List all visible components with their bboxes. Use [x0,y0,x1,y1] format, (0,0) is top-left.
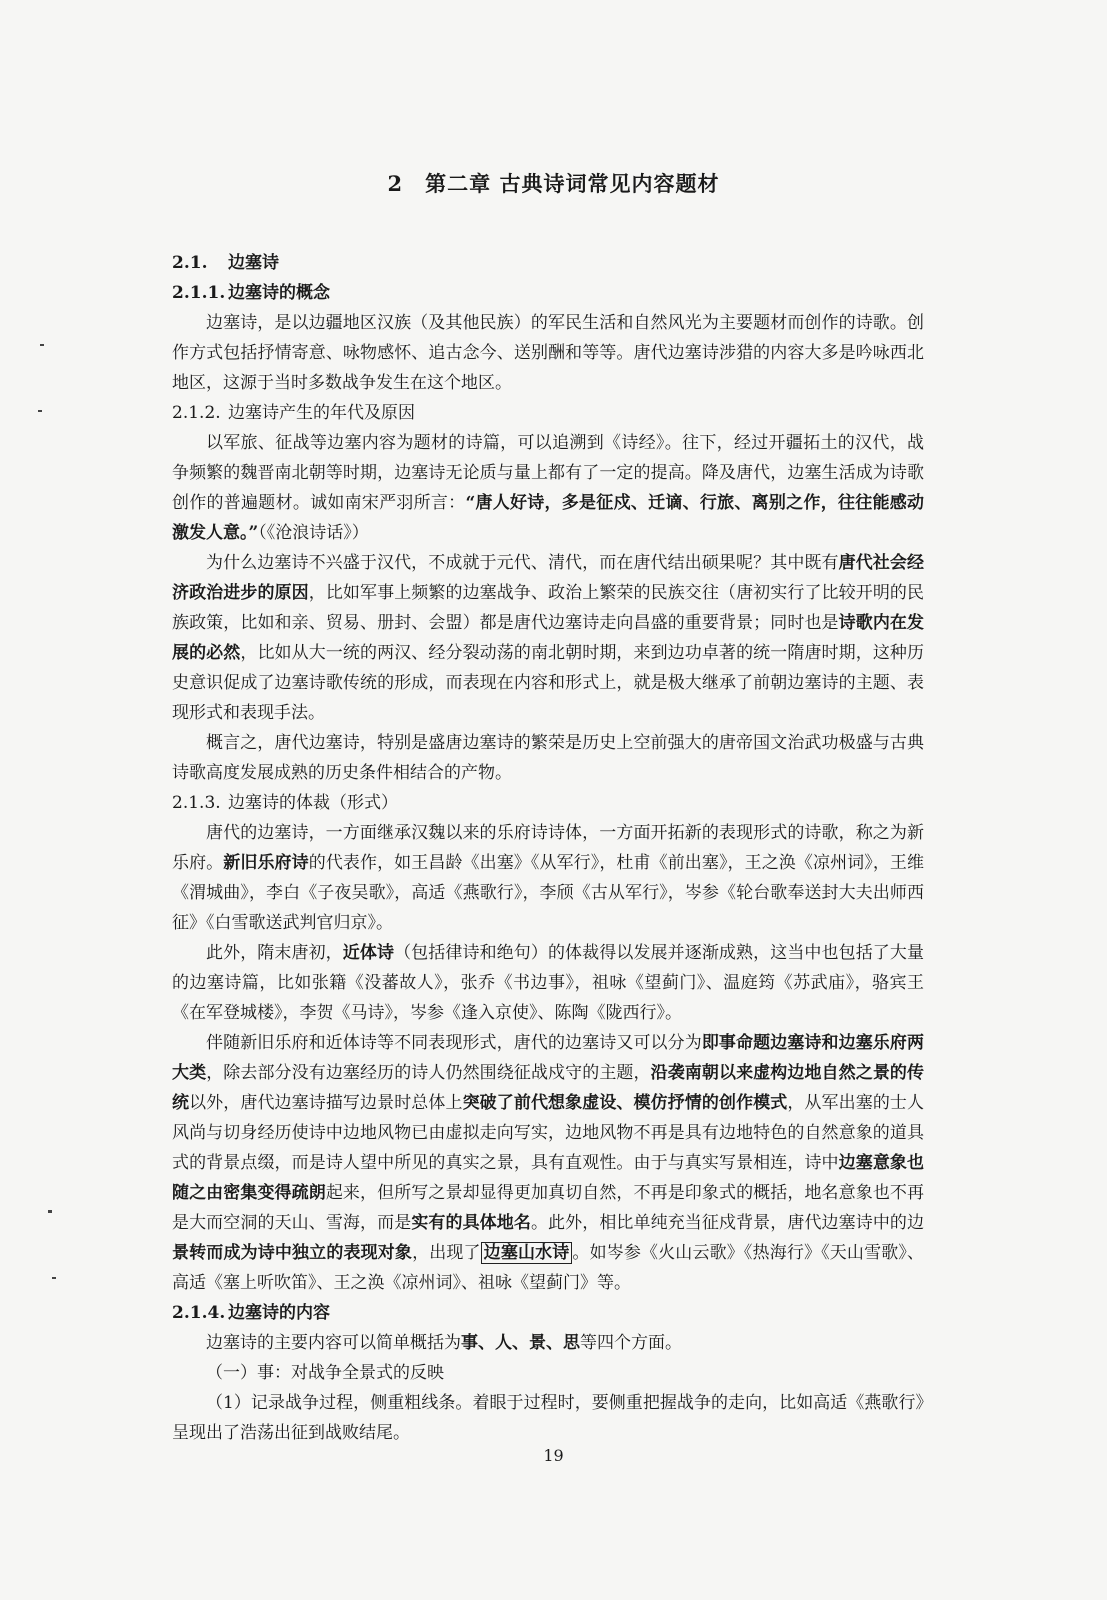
paragraph-categories [172,1028,924,1298]
paragraph-concept: 边塞诗，是以边疆地区汉族（及其他民族）的军民生活和自然风光为主要题材而创作的诗歌。创作方式包括抒情寄意、咏物感怀、追古念今、送别酬和等等。唐代边塞诗涉猎的内容大多是吟咏西北地区，这源于当时多数战争发生在这个地区。 [172,313,924,393]
emphasis: 新旧乐府诗 [223,853,309,873]
emphasis: 近体诗 [342,943,395,963]
body-content [172,248,924,1448]
scan-mark [52,1277,56,1279]
emphasis: 突破了前代想象虚设、模仿抒情的创作模式 [462,1093,788,1113]
section-title: 边塞诗的内容 [228,1303,330,1323]
chapter-title [0,168,1107,198]
paragraph-jinti [172,938,924,1028]
paragraph-war-process: （1）记录战争过程，侧重粗线条。着眼于过程时，要侧重把握战争的走向，比如高适《燕歌行》呈现出了浩荡出征到战败结尾。 [172,1393,924,1443]
text-run: ，出现了 [412,1243,481,1263]
paragraph-origin [172,428,924,548]
scan-mark [38,410,42,412]
paragraph-reasons [172,548,924,728]
section-heading-2-1-3 [172,788,924,818]
section-title: 边塞诗产生的年代及原因 [228,403,415,423]
chapter-number: 2 [387,171,404,196]
text-run: ，除去部分没有边塞经历的诗人仍然围绕征战戍守的主题， [206,1063,651,1083]
chapter-title-text: 第二章 古典诗词常见内容题材 [425,171,720,196]
emphasis: 事、人、景、思 [461,1333,580,1353]
text-run: 的代表作，如王昌龄《出塞》《从军行》，杜甫《前出塞》，王之涣《凉州词》，王维《渭城曲》，李白《子夜吴歌》，高适《燕歌行》，李颀《古从军行》，岑参《轮台歌奉送封大夫出师西征》《白雪歌送武判官归京》。 [172,853,925,933]
page-number: 19 [543,1446,564,1465]
paragraph-summary: 概言之，唐代边塞诗，特别是盛唐边塞诗的繁荣是历史上空前强大的唐帝国文治武功极盛与古典诗歌高度发展成熟的历史条件相结合的产物。 [172,733,924,783]
section-title: 边塞诗 [228,253,279,273]
emphasis: 景转而成为诗中独立的表现对象 [172,1243,413,1263]
quote-bold: “唐人好诗，多是征戍、迁谪、行旅、离别之作，往往能感动激发人意。” [172,493,924,543]
text-run: 以外，唐代边塞诗描写边景时总体上 [189,1093,463,1113]
text-run: 。此外，相比单纯充当征戍背景，唐代边塞诗中的边 [530,1213,925,1233]
section-number: 2.1. [172,253,208,273]
text-run: 为什么边塞诗不兴盛于汉代，不成就于元代、清代，而在唐代结出硕果呢？其中既有 [206,553,839,573]
emphasis: 诗歌内在发展的必然 [172,613,925,663]
text-run: 起来，但所写之景却显得更加真切自然，不再是印象式的概括，地名意象也不再是大而空洞的天山、雪海，而是 [172,1183,925,1233]
section-title: 边塞诗的体裁（形式） [228,793,398,813]
paragraph-content-overview [172,1328,924,1358]
text-run: ，比如从大一统的两汉、经分裂动荡的南北朝时期，来到边功卓著的统一隋唐时期，这种历史意识促成了边塞诗歌传统的形成，而表现在内容和形式上，就是极大继承了前朝边塞诗的主题、表现形式和表现手法。 [172,643,925,723]
citation: （《沧浪诗话》） [258,523,369,543]
text-run: 。如岑参《火山云歌》《热海行》《天山雪歌》、高适《塞上听吹笛》、王之涣《凉州词》、祖咏《望蓟门》等。 [172,1243,925,1293]
scan-mark [48,1210,52,1213]
section-number: 2.1.3. [172,793,221,813]
paragraph-yuefu [172,818,924,938]
emphasis: 唐代社会经济政治进步的原因 [172,553,924,603]
text-run: 唐代的边塞诗，一方面继承汉魏以来的乐府诗诗体，一方面开拓新的表现形式的诗歌，称之为新乐府。 [172,823,924,873]
section-number: 2.1.2. [172,403,221,423]
emphasis: 实有的具体地名 [411,1213,531,1233]
text-run: 此外，隋末唐初， [206,943,343,963]
section-heading-2-1-1 [172,278,924,308]
text-run: 等四个方面。 [580,1333,682,1353]
emphasis: 边塞意象也随之由密集变得疏朗 [172,1153,925,1203]
section-number: 2.1.1. [172,283,226,303]
paragraph-subheading-event: （一）事：对战争全景式的反映 [206,1363,444,1383]
emphasis: 沿袭南朝以来虚构边地自然之景的传统 [172,1063,925,1113]
section-heading-2-1-4 [172,1298,924,1328]
boxed-term: 边塞山水诗 [481,1242,573,1264]
text-run: 伴随新旧乐府和近体诗等不同表现形式，唐代的边塞诗又可以分为 [206,1033,702,1053]
text-run: ，比如军事上频繁的边塞战争、政治上繁荣的民族交往（唐初实行了比较开明的民族政策，比如和亲、贸易、册封、会盟）都是唐代边塞诗走向昌盛的重要背景；同时也是 [172,583,925,633]
text-run: ，从军出塞的士人风尚与切身经历使诗中边地风物已由虚拟走向写实，边地风物不再是具有边地特色的自然意象的道具式的背景点缀，而是诗人望中所见的真实之景，具有直观性。由于与真实写景相连，诗中 [172,1093,925,1173]
scan-mark [40,344,44,346]
section-number: 2.1.4. [172,1303,226,1323]
text-run: 边塞诗的主要内容可以简单概括为 [206,1333,461,1353]
section-heading-2-1-2 [172,398,924,428]
emphasis: 即事命题边塞诗和边塞乐府两大类 [172,1033,924,1083]
text-run: （包括律诗和绝句）的体裁得以发展并逐渐成熟，这当中也包括了大量的边塞诗篇，比如张籍《没蕃故人》，张乔《书边事》，祖咏《望蓟门》、温庭筠《苏武庙》，骆宾王《在军登城楼》，李贺《马诗》，岑参《逢入京使》、陈陶《陇西行》。 [172,943,925,1023]
section-title: 边塞诗的概念 [228,283,330,303]
text-run: 以军旅、征战等边塞内容为题材的诗篇，可以追溯到《诗经》。往下，经过开疆拓土的汉代，战争频繁的魏晋南北朝等时期，边塞诗无论质与量上都有了一定的提高。降及唐代，边塞生活成为诗歌创作的普遍题材。诚如南宋严羽所言： [172,433,924,513]
section-heading-2-1 [172,248,924,278]
